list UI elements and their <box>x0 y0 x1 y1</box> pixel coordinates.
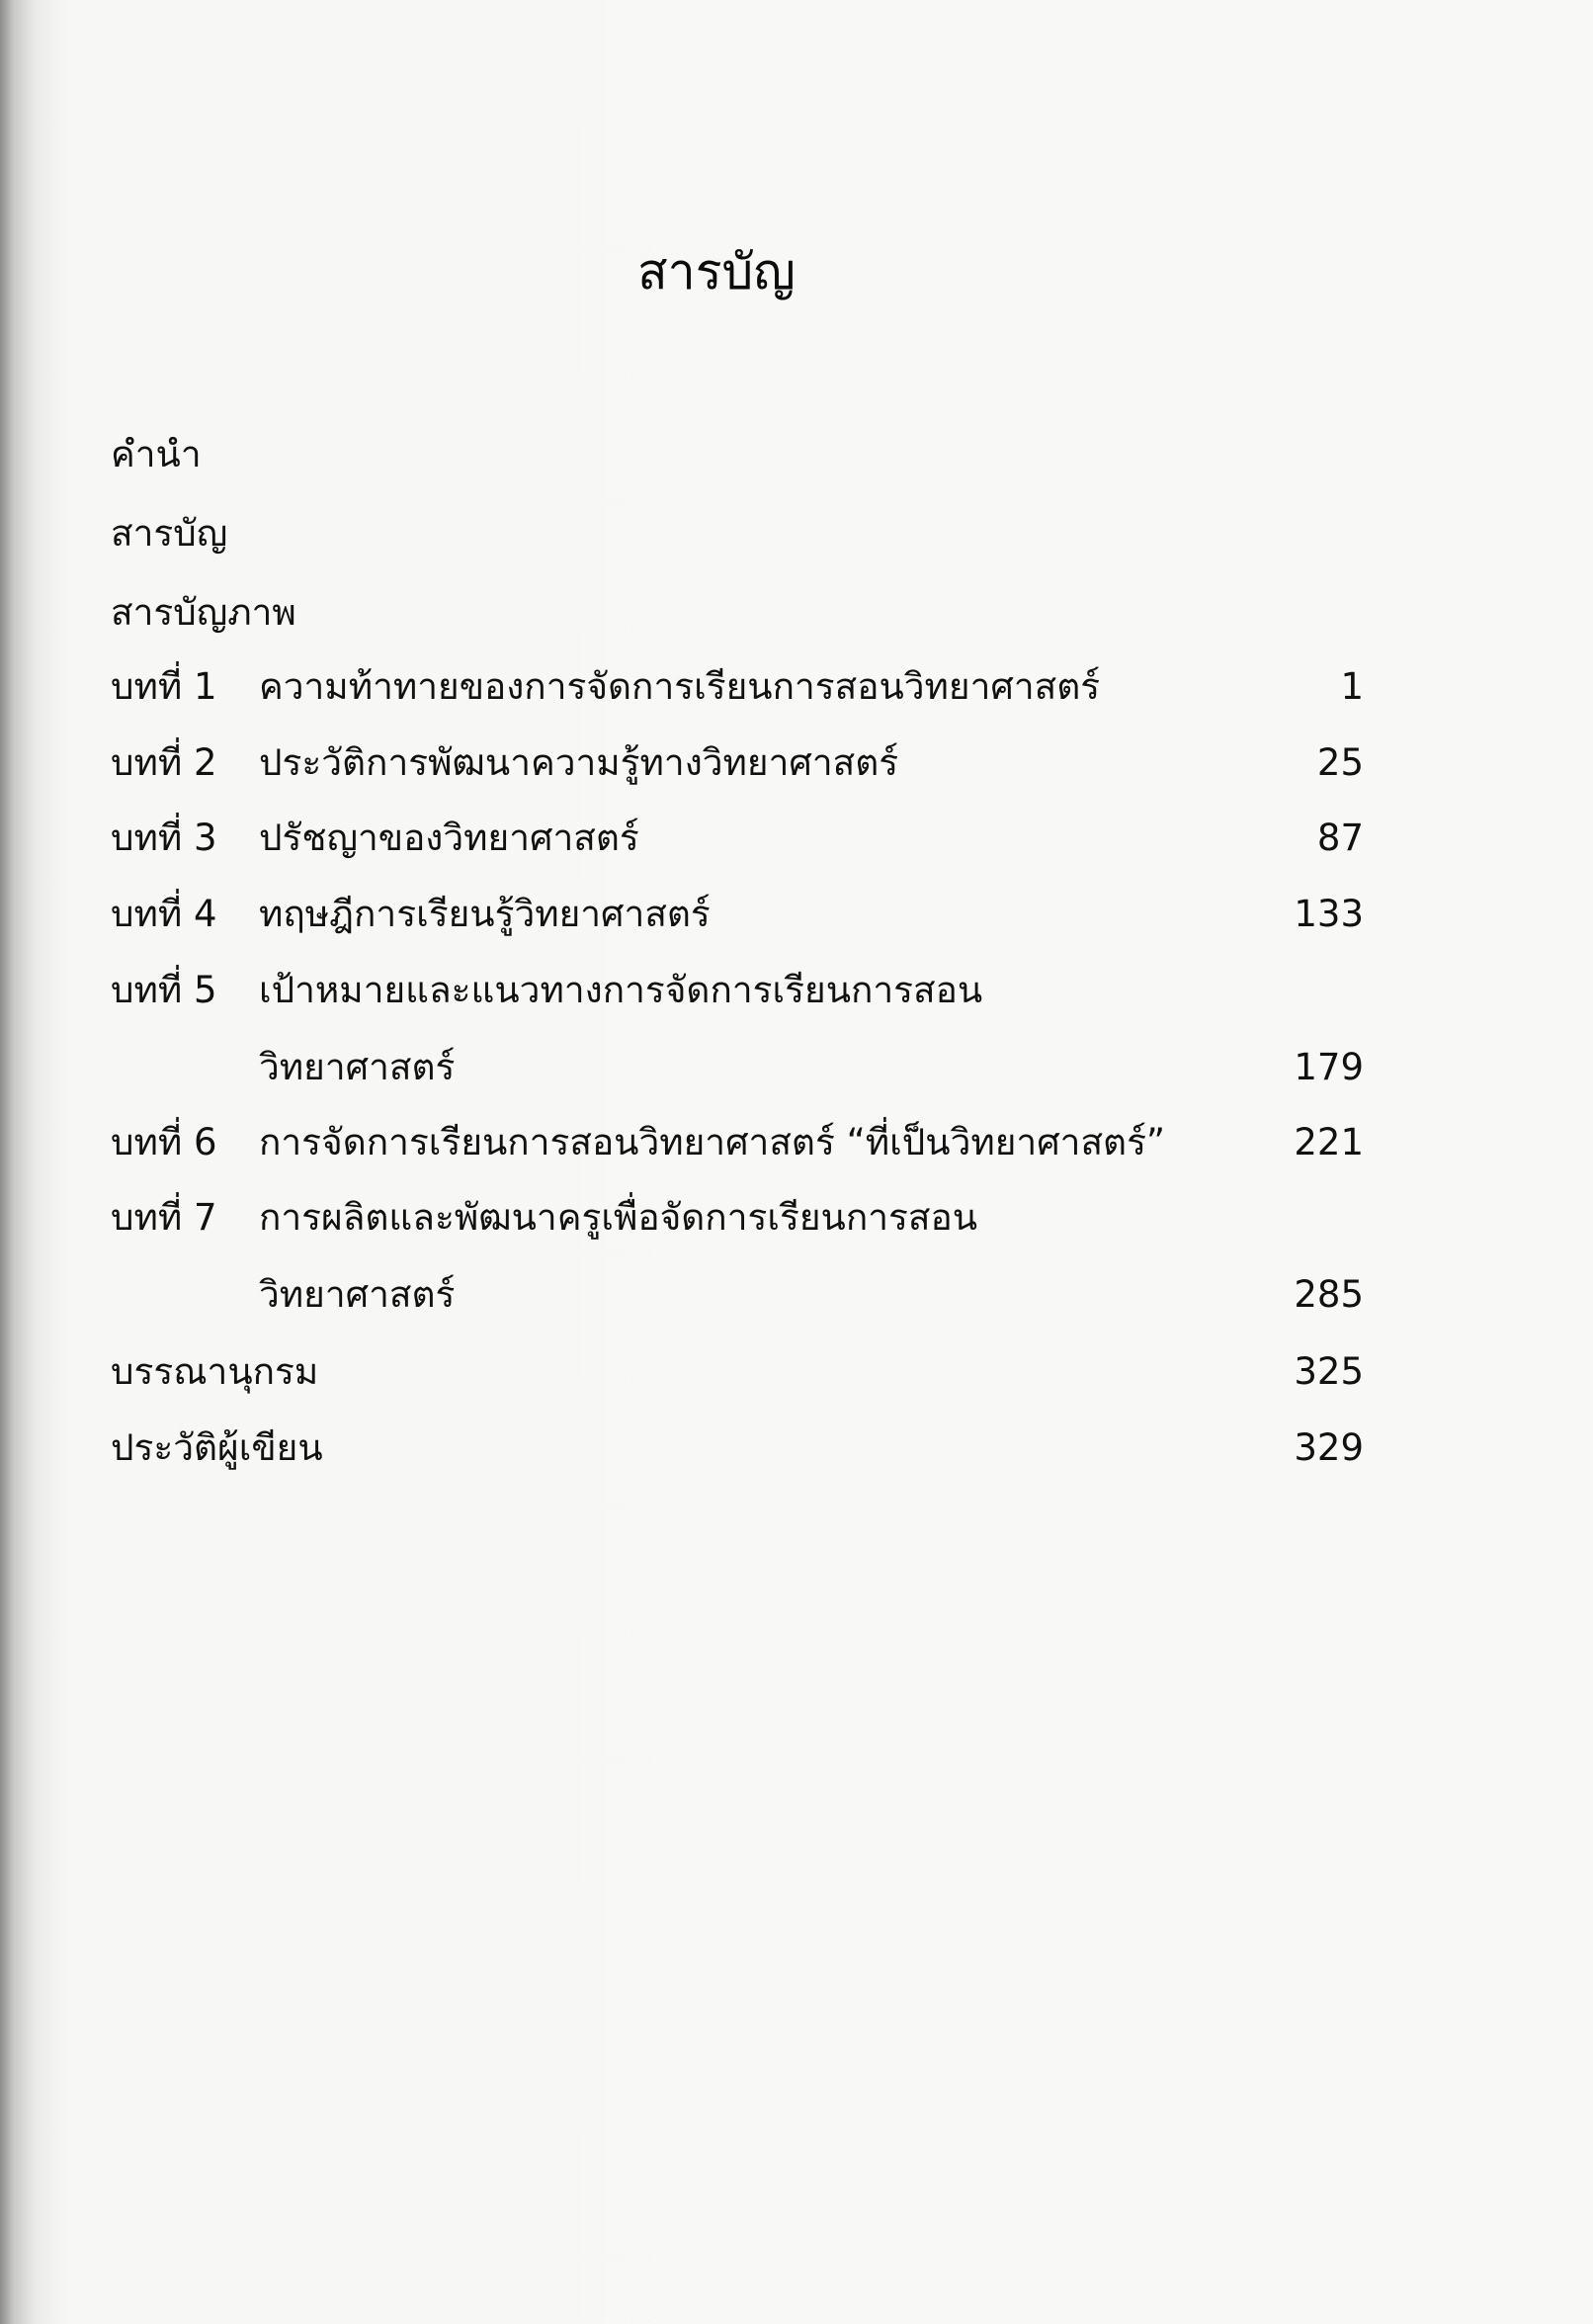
toc-entry-chapter-5-continued <box>0 1038 1403 1097</box>
page-number: 179 <box>1294 1046 1364 1088</box>
toc-entry-chapter-5 <box>0 961 1403 1020</box>
toc-entry-title: วิทยาศาสตร์ <box>259 1273 456 1316</box>
toc-entry-preface <box>0 425 1403 484</box>
toc-entry-chapter-6 <box>0 1113 1403 1172</box>
toc-entry-title: บรรณานุกรม <box>111 1350 319 1393</box>
toc-entry-chapter-2 <box>0 733 1403 793</box>
page-title: สารบัญ <box>637 243 796 301</box>
toc-entry-title: ประวัติการพัฒนาความรู้ทางวิทยาศาสตร์ <box>259 741 899 784</box>
chapter-label: บทที่ 7 <box>111 1196 217 1239</box>
toc-entry-title: ความท้าทายของการจัดการเรียนการสอนวิทยาศาสตร์ <box>259 665 1101 708</box>
page-number: 221 <box>1294 1121 1364 1163</box>
toc-entry-title: ทฤษฎีการเรียนรู้วิทยาศาสตร์ <box>259 893 711 935</box>
toc-entry-chapter-3 <box>0 809 1403 868</box>
toc-entry-title: สารบัญ <box>111 512 228 555</box>
toc-entry-title: ปรัชญาของวิทยาศาสตร์ <box>259 817 639 859</box>
toc-entry-title: วิทยาศาสตร์ <box>259 1046 456 1088</box>
toc-entry-chapter-7-continued <box>0 1265 1403 1325</box>
toc-entry-title: เป้าหมายและแนวทางการจัดการเรียนการสอน <box>259 969 983 1011</box>
page-number: 1 <box>1340 665 1364 708</box>
toc-entry-author-bio <box>0 1419 1403 1478</box>
toc-entry-bibliography <box>0 1342 1403 1402</box>
toc-entry-chapter-7 <box>0 1188 1403 1248</box>
toc-entry-contents <box>0 504 1403 563</box>
toc-entry-title: ประวัติผู้เขียน <box>111 1426 323 1469</box>
chapter-label: บทที่ 6 <box>111 1121 217 1163</box>
page-number: 285 <box>1294 1273 1364 1316</box>
toc-entry-chapter-4 <box>0 885 1403 944</box>
page-number: 329 <box>1294 1426 1364 1469</box>
page-number: 25 <box>1316 741 1364 784</box>
toc-entry-figures <box>0 583 1403 643</box>
chapter-label: บทที่ 4 <box>111 893 217 935</box>
page-number: 325 <box>1294 1350 1364 1393</box>
toc-entry-title: การจัดการเรียนการสอนวิทยาศาสตร์ “ที่เป็นวิทยาศาสตร์” <box>259 1121 1166 1163</box>
toc-entry-title: สารบัญภาพ <box>111 591 296 634</box>
page-number: 133 <box>1294 893 1364 935</box>
chapter-label: บทที่ 1 <box>111 665 217 708</box>
chapter-label: บทที่ 3 <box>111 817 217 859</box>
toc-entry-title: คำนำ <box>111 433 202 475</box>
chapter-label: บทที่ 2 <box>111 741 217 784</box>
chapter-label: บทที่ 5 <box>111 969 217 1011</box>
toc-entry-title: การผลิตและพัฒนาครูเพื่อจัดการเรียนการสอน <box>259 1196 977 1239</box>
page-number: 87 <box>1316 817 1364 859</box>
toc-entry-chapter-1 <box>0 657 1403 717</box>
